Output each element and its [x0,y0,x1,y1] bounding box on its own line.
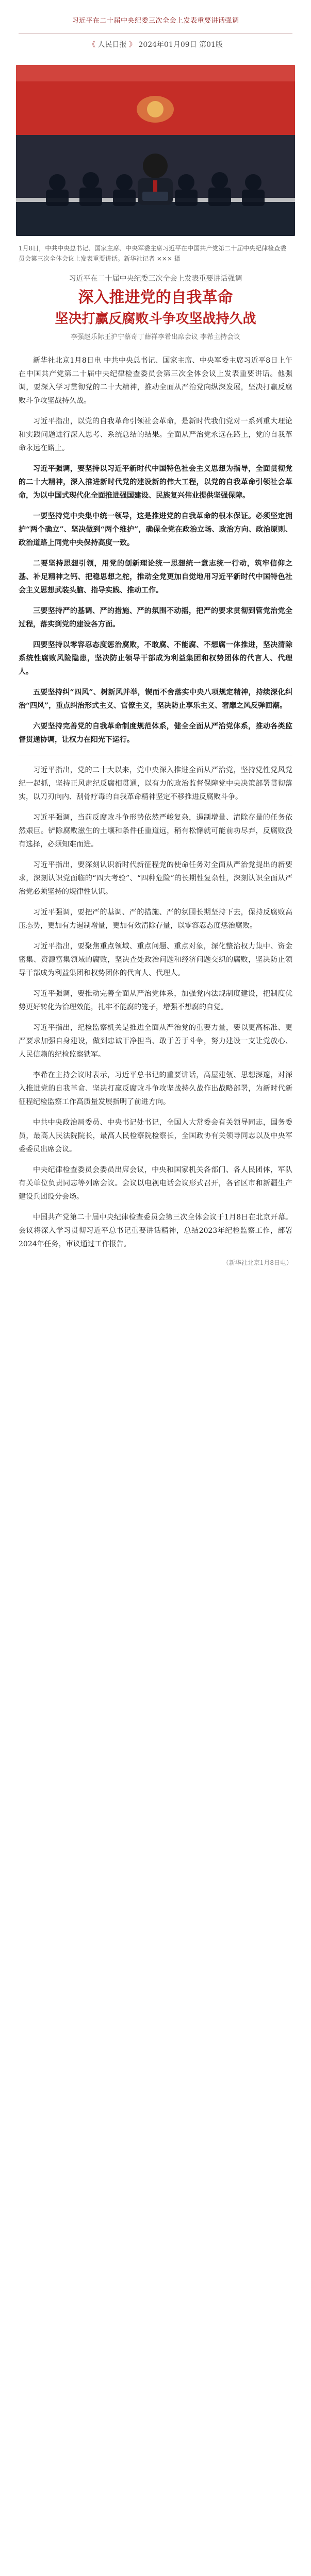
body-paragraph: 一要坚持党中央集中统一领导，这是推进党的自我革命的根本保证。必须坚定拥护“两个确立”、坚决做到“两个维护”，确保全党在政治立场、政治方向、政治原则、政治道路上同党中央保持高度一致。 [19,512,292,547]
body-paragraph: 习近平强调，要推动完善全面从严治党体系，加强党内法规制度建设，把制度优势更好转化为治理效能，扎牢不能腐的笼子，增强不想腐的自觉。 [19,990,292,1011]
body-paragraph: 习近平指出，以党的自我革命引领社会革命，是新时代我们党对一系列重大理论和实践问题进行深入思考、系统总结的结果。全面从严治党永远在路上，党的自我革命永远在路上。 [19,417,292,452]
body-paragraph: 习近平指出，党的二十大以来，党中央深入推进全面从严治党，坚持党性党风党纪一起抓，坚持正风肃纪反腐相贯通，以有力的政治监督保障党中央决策部署贯彻落实，以刀刃向内、刮骨疗毒的自我革命精神坚定不移推进反腐败斗争。 [19,766,292,801]
body-paragraph: 中国共产党第二十届中央纪律检查委员会第三次全体会议于1月8日在北京开幕。会议将深入学习贯彻习近平总书记重要讲话精神，总结2023年纪检监察工作，部署2024年任务，审议通过工作报告。 [19,1213,292,1248]
body-paragraph: 习近平指出，纪检监察机关是推进全面从严治党的重要力量，要以更高标准、更严要求加强自身建设，做到忠诚干净担当、敢于善于斗争，努力建设一支让党放心、人民信赖的纪检监察铁军。 [19,1024,292,1059]
body-paragraph: 中共中央政治局委员、中央书记处书记，全国人大常委会有关领导同志，国务委员，最高人民法院院长，最高人民检察院检察长，全国政协有关领导同志以及中央军委委员出席会议。 [19,1118,292,1154]
body-paragraph: 习近平强调，要把严的基调、严的措施、严的氛围长期坚持下去，保持反腐败高压态势，更加有力遏制增量，更加有效清除存量，以零容忍态度惩治腐败。 [19,908,292,930]
article-header [0,0,311,56]
body-paragraph: 新华社北京1月8日电 中共中央总书记、国家主席、中央军委主席习近平8日上午在中国共产党第二十届中央纪律检查委员会第三次全体会议上发表重要讲话。他强调，要深入学习贯彻党的二十大精神，推动全面从严治党向纵深发展，坚决打赢反腐败斗争攻坚战持久战。 [19,357,292,405]
headline-subtitle: 习近平在二十届中央纪委三次全会上发表重要讲话强调 [69,275,242,283]
body-paragraph: 习近平强调，当前反腐败斗争形势依然严峻复杂，遏制增量、清除存量的任务依然艰巨。铲除腐败滋生的土壤和条件任重道远，稍有松懈就可能前功尽弃，反腐败没有选择，必须知难而进。 [19,814,292,849]
headline-block [0,264,311,343]
headline-title: 深入推进党的自我革命 [78,289,233,307]
body-paragraph: 五要坚持纠“四风”、树新风并举，锲而不舍落实中央八项规定精神，持续深化纠治“四风”，重点纠治形式主义、官僚主义，坚决防止享乐主义、奢靡之风反弹回潮。 [19,688,292,710]
headline-title-2: 坚决打赢反腐败斗争攻坚战持久战 [55,311,256,327]
body-paragraph: 习近平强调，要坚持以习近平新时代中国特色社会主义思想为指导，全面贯彻党的二十大精神，深入推进新时代党的建设新的伟大工程，以党的自我革命引领社会革命，为以中国式现代化全面推进强国建设、民族复兴伟业提供坚强保障。 [19,465,292,500]
publication-name: 人民日报 [97,41,127,49]
hero-photo [16,65,295,236]
meta-right-bracket: 》 [128,41,136,49]
body-paragraph: 习近平指出，要深刻认识新时代新征程党的使命任务对全面从严治党提出的新要求，深刻认识党面临的“四大考验”、“四种危险”的长期性复杂性，深刻认识全面从严治党必须坚持的规律性认识。 [19,861,292,896]
body-paragraph: 二要坚持思想引领，用党的创新理论统一思想统一意志统一行动，筑牢信仰之基、补足精神之钙、把稳思想之舵，推动全党更加自觉地用习近平新时代中国特色社会主义思想武装头脑、指导实践、推动工作。 [19,560,292,595]
photo-caption: 1月8日，中共中央总书记、国家主席、中央军委主席习近平在中国共产党第二十届中央纪律检查委员会第三次全体会议上发表重要讲话。新华社记者 ××× 摄 [19,245,287,262]
publication-date: 2024年01月09日 [138,41,197,49]
meta-left-bracket: 《 [88,41,96,49]
headline-byline: 李强赵乐际王沪宁蔡奇丁薛祥李希出席会议 李希主持会议 [70,333,241,341]
body-paragraph: 习近平指出，要聚焦重点领域、重点问题、重点对象，深化整治权力集中、资金密集、资源富集领域的腐败，坚决查处政治问题和经济问题交织的腐败，坚决防止领导干部成为利益集团和权势团体的代言人、代理人。 [19,942,292,977]
body-paragraph: 中央纪律检查委员会委员出席会议，中央和国家机关各部门、各人民团体，军队有关单位负责同志等列席会议。会议以电视电话会议形式召开，各省区市和新疆生产建设兵团设分会场。 [19,1166,292,1201]
article-body [0,343,311,1267]
hero-photo-illustration [16,65,295,236]
body-paragraph: 六要坚持完善党的自我革命制度规范体系，健全全面从严治党体系，推动各类监督贯通协调，让权力在阳光下运行。 [19,722,292,744]
footer-note: （新华社北京1月8日电） [222,1259,292,1266]
kicker: 习近平在二十届中央纪委三次全会上发表重要讲话强调 [72,17,239,25]
header-divider [19,33,292,34]
body-paragraph: 四要坚持以零容忍态度惩治腐败，不敢腐、不能腐、不想腐一体推进，坚决清除系统性腐败风险隐患，坚决防止领导干部成为利益集团和权势团体的代言人、代理人。 [19,641,292,676]
body-paragraph: 三要坚持严的基调、严的措施、严的氛围不动摇，把严的要求贯彻到管党治党全过程，落实到党的建设各方面。 [19,607,292,629]
page-number: 第01版 [199,41,223,49]
body-paragraph: 李希在主持会议时表示，习近平总书记的重要讲话，高屋建瓴、思想深邃，对深入推进党的自我革命、坚决打赢反腐败斗争攻坚战持久战作出战略部署，为新时代新征程纪检监察工作高质量发展指明了前进方向。 [19,1071,292,1106]
publication-meta [19,39,292,50]
